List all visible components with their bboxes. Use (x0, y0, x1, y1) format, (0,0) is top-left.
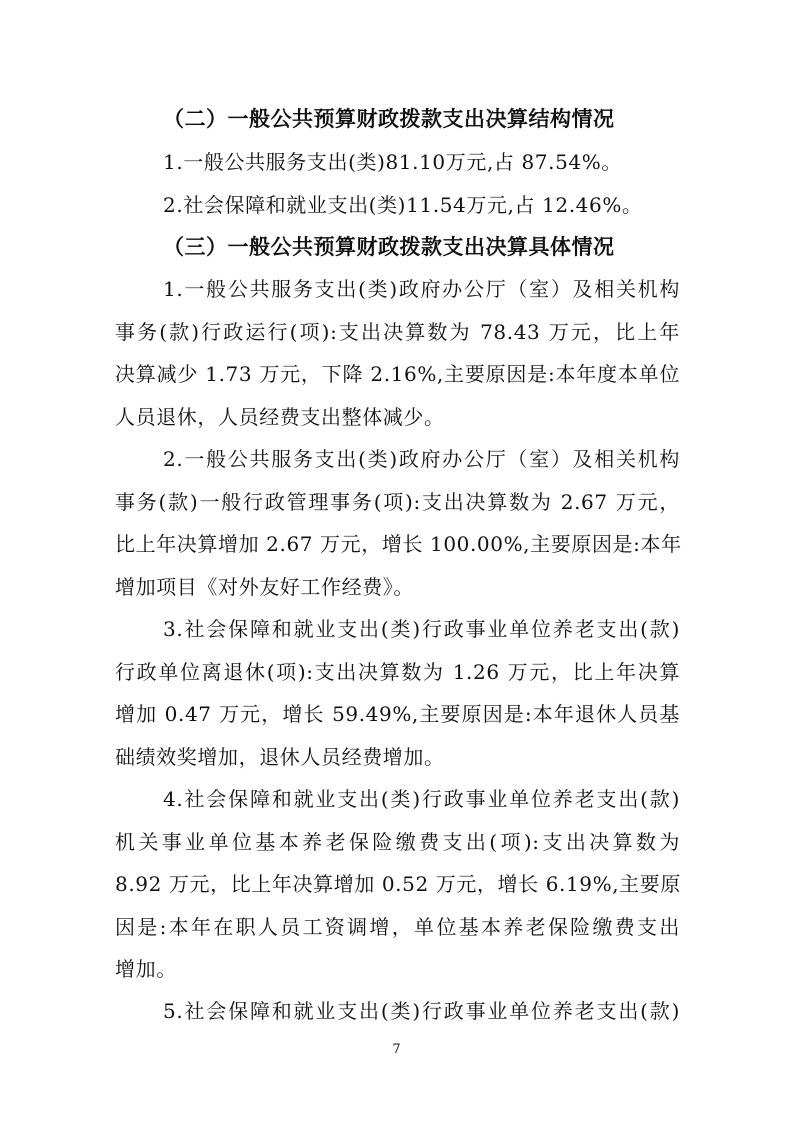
paragraph-4-line-1: 4.社会保障和就业支出(类)行政事业单位养老支出(款) (163, 787, 680, 811)
section-heading-details: （三）一般公共预算财政拨款支出决算具体情况 (163, 235, 615, 259)
paragraph-1-line-3: 决算减少 1.73 万元，下降 2.16%,主要原因是:本年度本单位 (115, 362, 680, 386)
paragraph-3-line-1: 3.社会保障和就业支出(类)行政事业单位养老支出(款) (163, 617, 680, 641)
paragraph-1-line-2: 事务(款)行政运行(项):支出决算数为 78.43 万元，比上年 (115, 320, 680, 344)
paragraph-4-line-5: 增加。 (115, 957, 177, 981)
paragraph-2-line-4: 增加项目《对外友好工作经费》。 (115, 575, 414, 599)
structure-item-general-public-services: 1.一般公共服务支出(类)81.10万元,占 87.54%。 (163, 150, 622, 174)
paragraph-3-line-3: 增加 0.47 万元，增长 59.49%,主要原因是:本年退休人员基 (115, 702, 680, 726)
paragraph-4-line-2: 机关事业单位基本养老保险缴费支出(项):支出决算数为 (115, 830, 680, 854)
structure-item-social-security: 2.社会保障和就业支出(类)11.54万元,占 12.46%。 (163, 193, 643, 217)
paragraph-2-line-1: 2.一般公共服务支出(类)政府办公厅（室）及相关机构 (163, 447, 680, 471)
paragraph-2-line-2: 事务(款)一般行政管理事务(项):支出决算数为 2.67 万元， (115, 490, 680, 514)
paragraph-5-line-1: 5.社会保障和就业支出(类)行政事业单位养老支出(款) (163, 999, 680, 1023)
page-number: 7 (392, 1042, 401, 1057)
paragraph-1-line-1: 1.一般公共服务支出(类)政府办公厅（室）及相关机构 (163, 277, 680, 301)
paragraph-2-line-3: 比上年决算增加 2.67 万元，增长 100.00%,主要原因是:本年 (115, 532, 682, 556)
paragraph-1-line-4: 人员退休，人员经费支出整体减少。 (115, 405, 445, 429)
paragraph-4-line-3: 8.92 万元，比上年决算增加 0.52 万元，增长 6.19%,主要原 (115, 872, 681, 896)
paragraph-3-line-2: 行政单位离退休(项):支出决算数为 1.26 万元，比上年决算 (115, 660, 680, 684)
paragraph-3-line-4: 础绩效奖增加，退休人员经费增加。 (115, 745, 445, 769)
section-heading-structure: （二）一般公共预算财政拨款支出决算结构情况 (163, 107, 615, 131)
paragraph-4-line-4: 因是:本年在职人员工资调增，单位基本养老保险缴费支出 (115, 915, 680, 939)
